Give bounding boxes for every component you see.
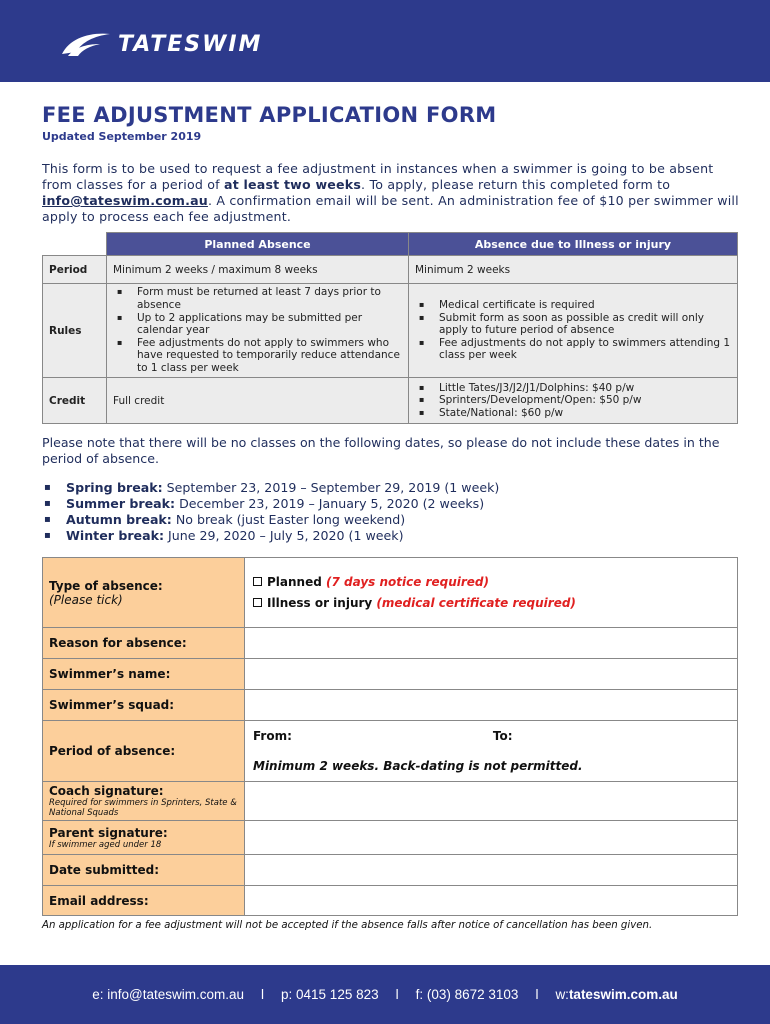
period-illness: Minimum 2 weeks <box>409 256 738 284</box>
planned-option-label: Planned <box>267 574 322 589</box>
list-item: ▪ Up to 2 applications may be submitted per calendar year <box>113 312 402 337</box>
swimmer-squad-label: Swimmer’s squad: <box>43 690 245 721</box>
type-label-text: Type of absence: <box>49 578 163 593</box>
illness-checkbox[interactable] <box>253 598 262 607</box>
date-submitted-field[interactable] <box>245 855 738 886</box>
break-name: Autumn break: <box>66 512 172 527</box>
intro-text-3: . A confirmation email will be sent. An administration fee of $10 per swimmer will apply to process each fee adjustment. <box>42 193 739 224</box>
illness-option-label: Illness or injury <box>267 595 373 610</box>
period-row-label: Period <box>43 256 107 284</box>
logo <box>60 30 262 58</box>
rules-row-label: Rules <box>43 284 107 378</box>
to-label: To: <box>492 729 513 743</box>
list-item: ▪ Sprinters/Development/Open: $50 p/w <box>415 394 731 407</box>
list-item <box>42 528 499 544</box>
swimmer-name-label: Swimmer’s name: <box>43 659 245 690</box>
email-address-field[interactable] <box>245 886 738 916</box>
swimmer-name-field[interactable] <box>245 659 738 690</box>
credit-illness <box>409 378 738 424</box>
parent-signature-field[interactable] <box>245 821 738 855</box>
rules-illness <box>409 284 738 378</box>
credit-row-label: Credit <box>43 378 107 424</box>
planned-checkbox[interactable] <box>253 577 262 586</box>
break-name: Summer break: <box>66 496 176 511</box>
header-banner <box>0 0 770 82</box>
period-field[interactable] <box>245 721 738 782</box>
planned-header: Planned Absence <box>107 233 409 256</box>
list-item: ▪ Fee adjustments do not apply to swimmers attending 1 class per week <box>415 337 731 362</box>
email-address-label: Email address: <box>43 886 245 916</box>
page-title: FEE ADJUSTMENT APPLICATION FORM <box>42 103 497 127</box>
swoosh-logo-icon <box>60 30 112 58</box>
intro-text-2: . To apply, please return this completed form to <box>361 177 671 192</box>
footer-separator: l <box>535 987 539 1002</box>
list-item: ▪ Little Tates/J3/J2/J1/Dolphins: $40 p/w <box>415 382 731 395</box>
list-item: ▪ Submit form as soon as possible as credit will only apply to future period of absence <box>415 312 731 337</box>
break-name: Spring break: <box>66 480 163 495</box>
footer-web-link[interactable]: tateswim.com.au <box>568 987 678 1002</box>
footer-separator: l <box>395 987 399 1002</box>
coach-signature-label <box>43 782 245 821</box>
period-label: Period of absence: <box>43 721 245 782</box>
break-dates: December 23, 2019 – January 5, 2020 (2 weeks) <box>175 496 485 511</box>
updated-date: Updated September 2019 <box>42 130 202 143</box>
parent-signature-label <box>43 821 245 855</box>
type-sub-text: (Please tick) <box>49 592 123 607</box>
list-item <box>42 512 499 528</box>
empty-header-cell <box>43 233 107 256</box>
reason-field[interactable] <box>245 628 738 659</box>
fee-rules-table <box>42 232 738 424</box>
intro-paragraph <box>42 161 742 225</box>
break-dates-list <box>42 480 499 544</box>
list-item: ▪ Form must be returned at least 7 days prior to absence <box>113 286 402 311</box>
closure-note: Please note that there will be no classes on the following dates, so please do not include these dates in the period of absence. <box>42 435 720 466</box>
footer-email[interactable]: e: info@tateswim.com.au <box>92 987 245 1002</box>
from-label: From: <box>253 729 292 743</box>
intro-bold: at least two weeks <box>224 177 362 192</box>
coach-signature-field[interactable] <box>245 782 738 821</box>
break-dates: September 23, 2019 – September 29, 2019 (1 week) <box>162 480 500 495</box>
list-item: ▪ Fee adjustments do not apply to swimmers who have requested to temporarily reduce attendance to 1 class per week <box>113 337 402 375</box>
brand-name: TATESWIM <box>118 31 263 57</box>
footer-fax: f: (03) 8672 3103 <box>415 987 519 1002</box>
footer-bar <box>0 965 770 1024</box>
coach-sub-text: Required for swimmers in Sprinters, State & National Squads <box>49 798 237 818</box>
type-of-absence-options <box>245 558 738 628</box>
list-item <box>42 480 499 496</box>
disclaimer: An application for a fee adjustment will not be accepted if the absence falls after notice of cancellation has been given. <box>42 920 653 931</box>
list-item: ▪ Medical certificate is required <box>415 299 731 312</box>
swimmer-squad-field[interactable] <box>245 690 738 721</box>
intro-text-1: This form is to be used to request a fee adjustment in instances when a swimmer is going to be absent from classes for a period of <box>42 161 714 192</box>
period-planned: Minimum 2 weeks / maximum 8 weeks <box>107 256 409 284</box>
illness-option-note: (medical certificate required) <box>376 595 576 610</box>
break-name: Winter break: <box>66 528 165 543</box>
parent-label-text: Parent signature: <box>49 825 168 840</box>
reason-label: Reason for absence: <box>43 628 245 659</box>
planned-option-note: (7 days notice required) <box>326 574 489 589</box>
planned-option[interactable] <box>253 572 729 593</box>
coach-label-text: Coach signature: <box>49 784 164 798</box>
list-item: ▪ State/National: $60 p/w <box>415 407 731 420</box>
rules-planned <box>107 284 409 378</box>
period-note: Minimum 2 weeks. Back-dating is not permitted. <box>253 759 583 773</box>
parent-sub-text: If swimmer aged under 18 <box>49 839 162 850</box>
list-item <box>42 496 499 512</box>
type-of-absence-label <box>43 558 245 628</box>
email-link[interactable]: info@tateswim.com.au <box>42 193 208 208</box>
illness-header: Absence due to Illness or injury <box>409 233 738 256</box>
date-submitted-label: Date submitted: <box>43 855 245 886</box>
break-dates: No break (just Easter long weekend) <box>171 512 406 527</box>
footer-separator: l <box>261 987 265 1002</box>
break-dates: June 29, 2020 – July 5, 2020 (1 week) <box>164 528 404 543</box>
credit-planned: Full credit <box>107 378 409 424</box>
footer-web-prefix: w: <box>555 987 569 1002</box>
application-form-table <box>42 557 738 916</box>
illness-option[interactable] <box>253 593 729 614</box>
footer-phone[interactable]: p: 0415 125 823 <box>281 987 379 1002</box>
